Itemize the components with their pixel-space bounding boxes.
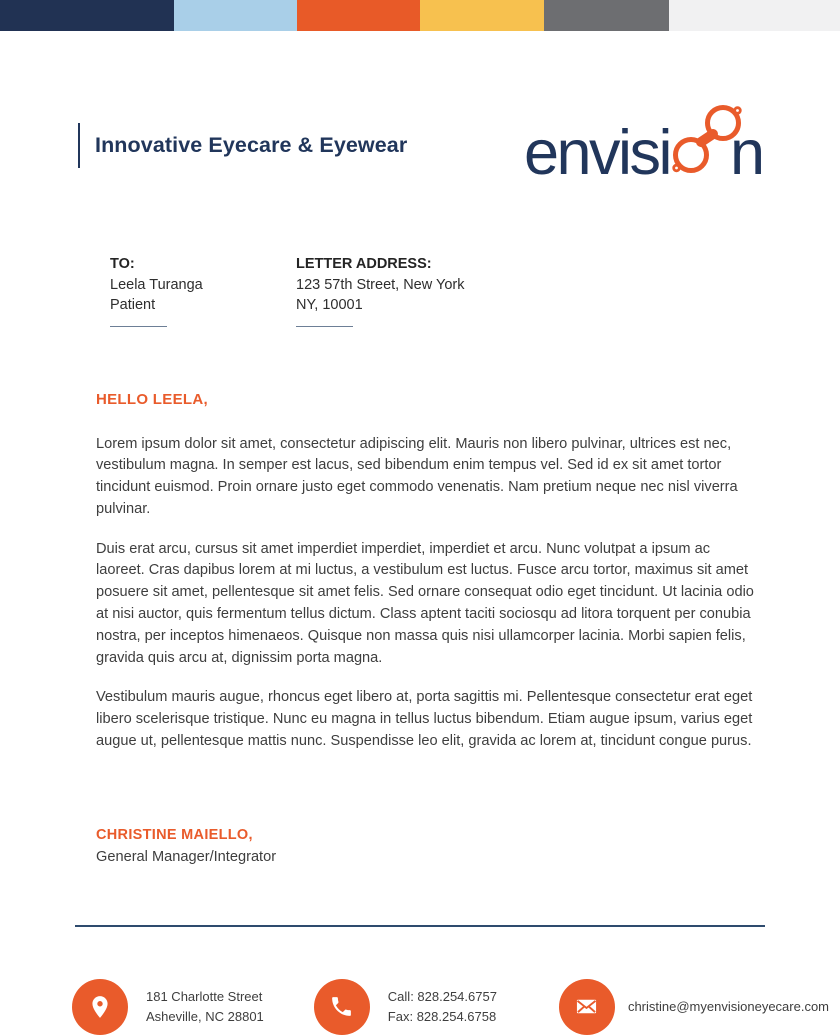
signature-block <box>96 827 840 865</box>
letter-address-underline <box>296 326 353 327</box>
brand-tagline-block <box>78 123 407 168</box>
top-bar-segment <box>174 0 297 31</box>
footer-email <box>559 979 829 1035</box>
letter-greeting: HELLO LEELA, <box>96 390 208 408</box>
footer-location-text <box>146 987 264 1026</box>
footer-location <box>72 979 264 1035</box>
footer-address-line1: 181 Charlotte Street <box>146 989 263 1005</box>
footer-address-line2: Asheville, NC 28801 <box>146 1008 264 1024</box>
letter-address-block <box>296 254 464 327</box>
top-bar-segment <box>0 0 174 31</box>
letter-paragraph-2: Duis erat arcu, cursus sit amet imperdiet imperdiet, imperdiet et arcu. Nunc volutpat a ipsum ac laoreet. Cras dapibus lorem at mi luctus, a vestibulum est luctus. Fusce arcu tortor, maximus sit amet posuere sit amet, pellentesque sit amet felis. Sed ornare consequat odio eget tincidunt. Ut lacinia odio at nisi auctor, quis fermentum tellus dictum. Class aptent taciti sociosqu ad litora torquent per conubia nostra, per inceptos himenaeos. Quisque non massa quis nisi ullamcorper lacinia. Morbi sapien felis, gravida quis arcu at, dignissim porta magna. <box>96 540 754 666</box>
letter-body <box>96 434 758 753</box>
email-icon <box>559 979 615 1035</box>
letter-address-line2: NY, 10001 <box>296 297 363 313</box>
footer-phone <box>314 979 497 1035</box>
top-bar-segment <box>297 0 420 31</box>
logo-text-right: n <box>730 118 766 188</box>
footer-fax-number: Fax: 828.254.6758 <box>387 1008 497 1024</box>
letter-address-label: LETTER ADDRESS: <box>296 256 432 272</box>
top-bar-segment <box>669 0 840 31</box>
company-logo <box>524 95 766 195</box>
letter-paragraph-3: Vestibulum mauris augue, rhoncus eget libero at, porta sagittis mi. Pellentesque consectetur erat eget libero scelerisque tristique. Nunc eu magna in tellus luctus bibendum. Etiam augue ipsum, varius eget augue ut, pellentesque mattis nunc. Suspendisse leo elit, gravida ac lorem at, tincidunt congue purus. <box>96 689 753 750</box>
envision-logo <box>524 95 766 195</box>
footer-divider <box>75 925 765 927</box>
footer-phone-text <box>388 987 497 1026</box>
tagline-accent-bar <box>78 123 80 168</box>
location-pin-icon <box>72 979 128 1035</box>
top-color-bar <box>0 0 840 31</box>
footer-email-address[interactable]: christine@myenvisioneyecare.com <box>627 999 830 1015</box>
letter-address-line1: 123 57th Street, New York <box>296 276 465 293</box>
footer-call-number: Call: 828.254.6757 <box>387 989 497 1005</box>
letterhead-header <box>78 91 766 199</box>
recipient-block <box>110 254 296 327</box>
logo-text-left: envisi <box>524 118 672 188</box>
recipient-underline <box>110 326 167 327</box>
footer-contact-bar <box>72 979 840 1035</box>
top-bar-segment <box>544 0 669 31</box>
recipient-role: Patient <box>110 297 156 313</box>
recipient-label: TO: <box>110 256 135 272</box>
phone-icon <box>314 979 370 1035</box>
letter-paragraph-1: Lorem ipsum dolor sit amet, consectetur adipiscing elit. Mauris non libero pulvinar, ultrices est nec, vestibulum magna. In semper est lacus, sed bibendum enim tempus vel. Sed id ex sit amet tortor tincidunt euismod. Proin ornare justo eget commodo venenatis. Nam pretium neque nec nisl viverra pulvinar. <box>96 435 738 517</box>
recipient-name: Leela Turanga <box>110 276 203 293</box>
address-section <box>110 254 840 327</box>
top-bar-segment <box>420 0 544 31</box>
company-tagline: Innovative Eyecare & Eyewear <box>95 132 408 157</box>
signature-title: General Manager/Integrator <box>96 848 277 865</box>
signature-name: CHRISTINE MAIELLO, <box>96 826 253 843</box>
